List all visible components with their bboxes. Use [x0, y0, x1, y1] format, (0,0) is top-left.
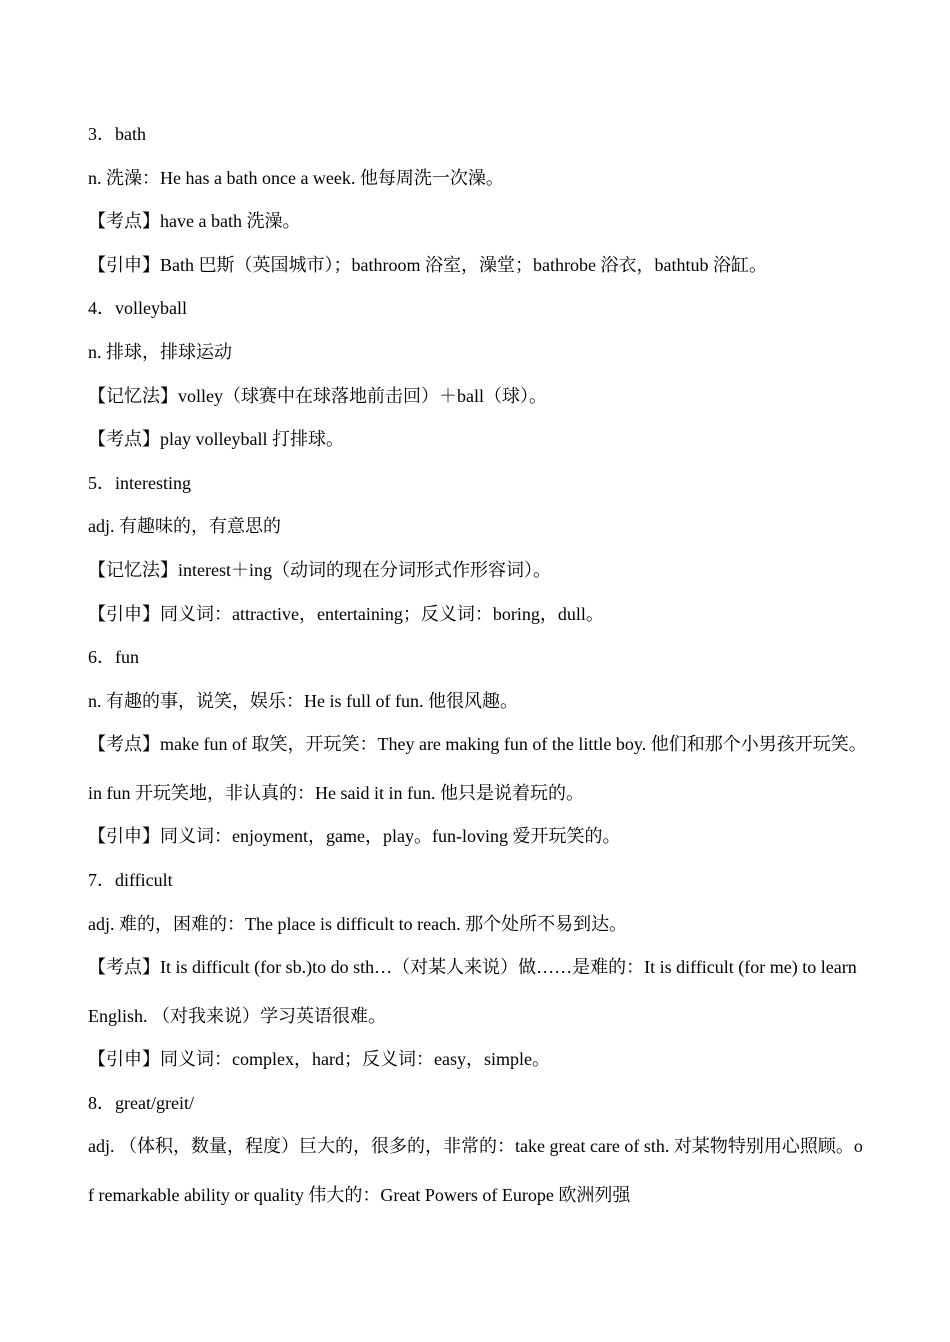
entry-heading: 7．difficult	[88, 869, 173, 890]
definition-line: adj. （体积，数量，程度）巨大的，很多的，非常的：take great care of sth. 对某物特别用心照顾。of remarkable ability or quality 伟大的：Great Powers of Europe 欧洲列强	[88, 1136, 863, 1206]
document-page	[88, 120, 868, 1224]
definition-line: n. 排球，排球运动	[88, 341, 232, 362]
extension-line: 【引申】同义词：enjoyment，game，play。fun-loving 爱开玩笑的。	[88, 826, 621, 847]
extension-line: 【引申】同义词：complex，hard；反义词：easy，simple。	[88, 1049, 550, 1070]
extension-line: 【引申】Bath 巴斯（英国城市）；bathroom 浴室，澡堂；bathrobe 浴衣，bathtub 浴缸。	[88, 254, 767, 275]
entry-heading: 8．great/greit/	[88, 1092, 194, 1113]
memory-method-line: 【记忆法】interest＋ing（动词的现在分词形式作形容词）。	[88, 559, 551, 580]
memory-method-line: 【记忆法】volley（球赛中在球落地前击回）＋ball（球）。	[88, 385, 547, 406]
definition-line: n. 有趣的事，说笑，娱乐：He is full of fun. 他很风趣。	[88, 690, 518, 711]
entry-heading: 6．fun	[88, 647, 139, 668]
definition-line: adj. 有趣味的，有意思的	[88, 516, 281, 537]
entry-heading: 3．bath	[88, 124, 146, 144]
exam-point-line: 【考点】play volleyball 打排球。	[88, 429, 344, 450]
definition-line: adj. 难的，困难的：The place is difficult to reach. 那个处所不易到达。	[88, 913, 628, 934]
entry-heading: 4．volleyball	[88, 298, 187, 319]
exam-point-line: 【考点】have a bath 洗澡。	[88, 211, 301, 232]
exam-point-line: 【考点】make fun of 取笑，开玩笑：They are making fun of the little boy. 他们和那个小男孩开玩笑。in fun 开玩笑地，非认真的：He said it in fun. 他只是说着玩的。	[88, 734, 867, 804]
extension-line: 【引申】同义词：attractive，entertaining；反义词：boring，dull。	[88, 603, 604, 624]
entry-heading: 5．interesting	[88, 472, 191, 493]
definition-line: n. 洗澡：He has a bath once a week. 他每周洗一次澡。	[88, 167, 504, 188]
exam-point-line: 【考点】It is difficult (for sb.)to do sth…（对某人来说）做……是难的：It is difficult (for me) to learn English. （对我来说）学习英语很难。	[88, 957, 857, 1027]
